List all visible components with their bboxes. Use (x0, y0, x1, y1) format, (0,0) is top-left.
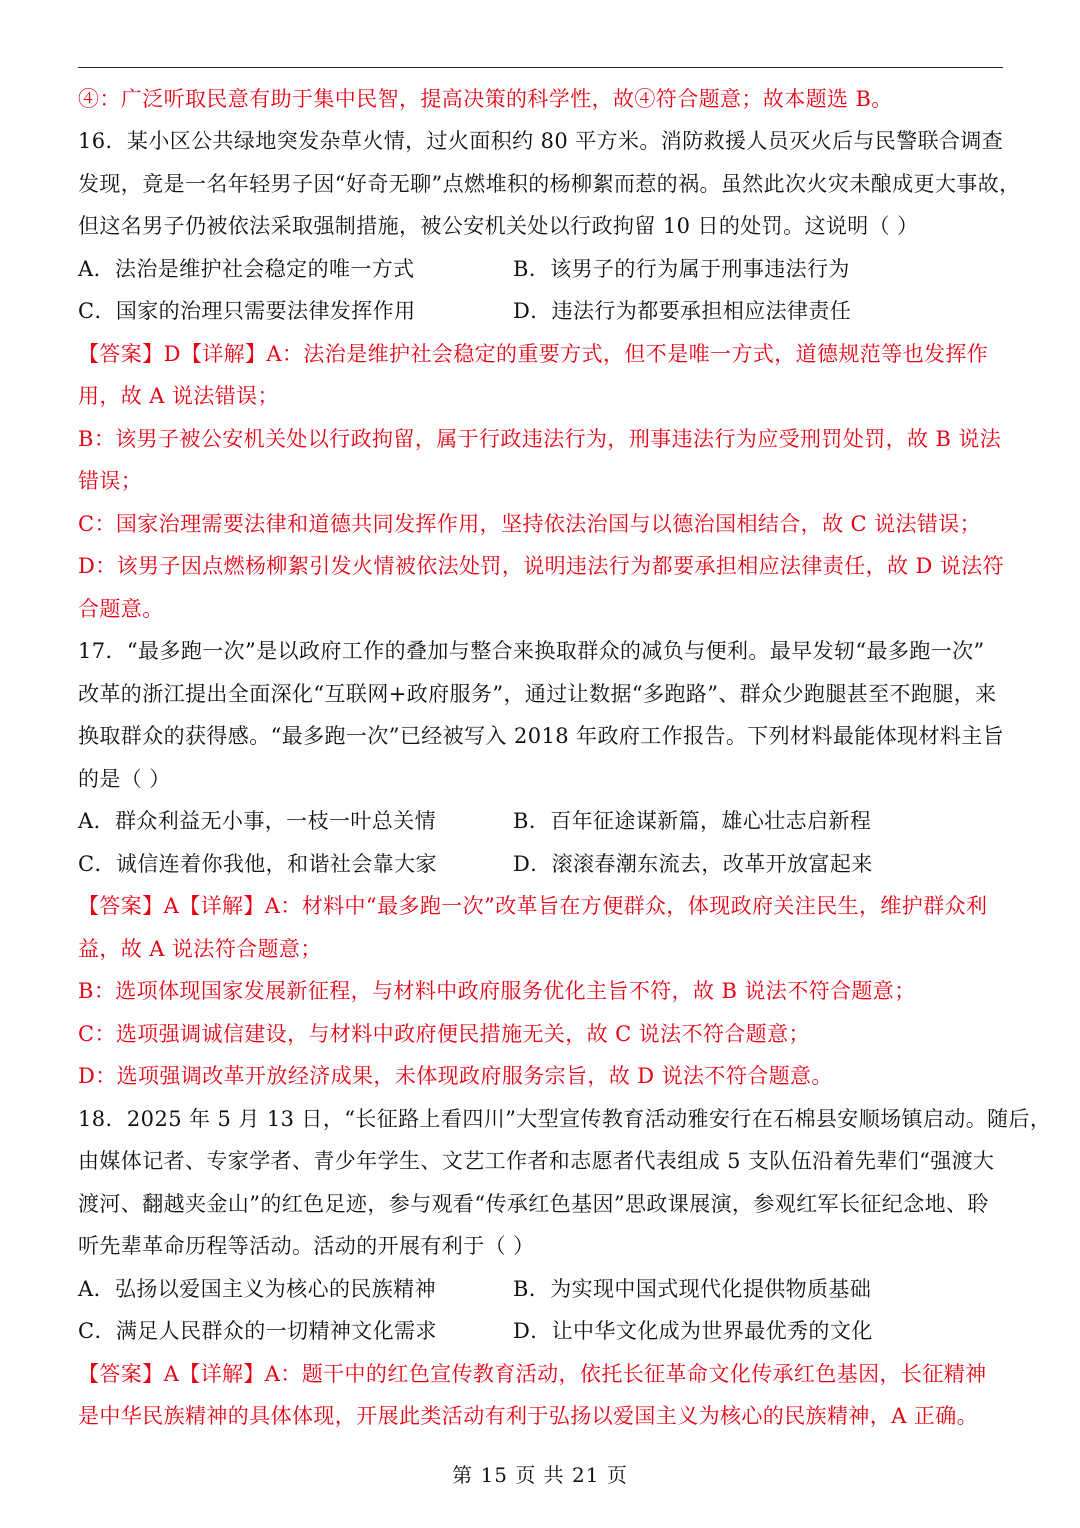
option-b: B．百年征途谋新篇，雄心壮志启新程 (513, 809, 872, 833)
question-17-line: 改革的浙江提出全面深化“互联网+政府服务”，通过让数据“多跑路”、群众少跑腿甚至不跑腿，来 (78, 682, 997, 706)
option-d: D．滚滚春潮东流去，改革开放富起来 (513, 852, 873, 876)
option-c: C．满足人民群众的一切精神文化需求 (78, 1319, 437, 1343)
option-b: B．为实现中国式现代化提供物质基础 (513, 1277, 872, 1301)
answer-line: 【答案】A【详解】A：题干中的红色宣传教育活动，依托长征革命文化传承红色基因，长征精神 (78, 1362, 987, 1386)
option-a: A．法治是维护社会稳定的唯一方式 (78, 257, 415, 281)
question-17-line: 的是（ ） (78, 767, 171, 791)
answer-line: 益，故 A 说法符合题意； (78, 937, 322, 961)
question-18-line: 由媒体记者、专家学者、青少年学生、文艺工作者和志愿者代表组成 5 支队伍沿着先辈们“强渡大 (78, 1149, 995, 1173)
header-rule (78, 67, 1003, 68)
answer-line: C：选项强调诚信建设，与材料中政府便民措施无关，故 C 说法不符合题意； (78, 1022, 810, 1046)
answer-line: 【答案】A【详解】A：材料中“最多跑一次”改革旨在方便群众，体现政府关注民生，维护群众利 (78, 894, 988, 918)
answer-line: B：该男子被公安机关处以行政拘留，属于行政违法行为，刑事违法行为应受刑罚处罚，故 B 说法 (78, 427, 1002, 451)
question-17-line: 换取群众的获得感。“最多跑一次”已经被写入 2018 年政府工作报告。下列材料最能体现材料主旨 (78, 724, 1005, 748)
option-a: A．弘扬以爱国主义为核心的民族精神 (78, 1277, 436, 1301)
option-c: C．国家的治理只需要法律发挥作用 (78, 299, 416, 323)
question-18-line: 听先辈革命历程等活动。活动的开展有利于（ ） (78, 1234, 535, 1258)
question-16-line: 16．某小区公共绿地突发杂草火情，过火面积约 80 平方米。消防救援人员灭火后与民警联合调查 (78, 129, 1004, 153)
answer-line: 是中华民族精神的具体体现，开展此类活动有利于弘扬以爱国主义为核心的民族精神，A 正确。 (78, 1404, 979, 1428)
question-16-line: 发现，竟是一名年轻男子因“好奇无聊”点燃堆积的杨柳絮而惹的祸。虽然此次火灾未酿成更大事故， (78, 172, 1021, 196)
answer-line: 错误； (78, 469, 143, 493)
answer-line: B：选项体现国家发展新征程，与材料中政府服务优化主旨不符，故 B 说法不符合题意； (78, 979, 916, 1003)
question-16-line: 但这名男子仍被依法采取强制措施，被公安机关处以行政拘留 10 日的处罚。这说明（ ） (78, 214, 919, 238)
question-18-line: 渡河、翻越夹金山”的红色足迹，参与观看“传承红色基因”思政课展演，参观红军长征纪念地、聆 (78, 1192, 989, 1216)
answer-line: D：该男子因点燃杨柳絮引发火情被依法处罚，说明违法行为都要承担相应法律责任，故 D 说法符 (78, 554, 1005, 578)
option-d: D．让中华文化成为世界最优秀的文化 (513, 1319, 873, 1343)
option-d: D．违法行为都要承担相应法律责任 (513, 299, 852, 323)
answer-line: ④：广泛听取民意有助于集中民智，提高决策的科学性，故④符合题意；故本题选 B。 (78, 87, 893, 111)
answer-line: C：国家治理需要法律和道德共同发挥作用，坚持依法治国与以德治国相结合，故 C 说法错误； (78, 512, 982, 536)
answer-line: D：选项强调改革开放经济成果，未体现政府服务宗旨，故 D 说法不符合题意。 (78, 1064, 833, 1088)
question-18-line: 18．2025 年 5 月 13 日，“长征路上看四川”大型宣传教育活动雅安行在石棉县安顺场镇启动。随后， (78, 1107, 1052, 1131)
answer-line: 用，故 A 说法错误； (78, 384, 279, 408)
question-17-line: 17．“最多跑一次”是以政府工作的叠加与整合来换取群众的减负与便利。最早发轫“最多跑一次” (78, 639, 985, 663)
answer-line: 合题意。 (78, 597, 164, 621)
page-footer: 第 15 页 共 21 页 (452, 1463, 628, 1487)
option-c: C．诚信连着你我他，和谐社会靠大家 (78, 852, 437, 876)
option-a: A．群众利益无小事，一枝一叶总关情 (78, 809, 436, 833)
option-b: B．该男子的行为属于刑事违法行为 (513, 257, 850, 281)
answer-line: 【答案】D【详解】A：法治是维护社会稳定的重要方式，但不是唯一方式，道德规范等也发挥作 (78, 342, 989, 366)
